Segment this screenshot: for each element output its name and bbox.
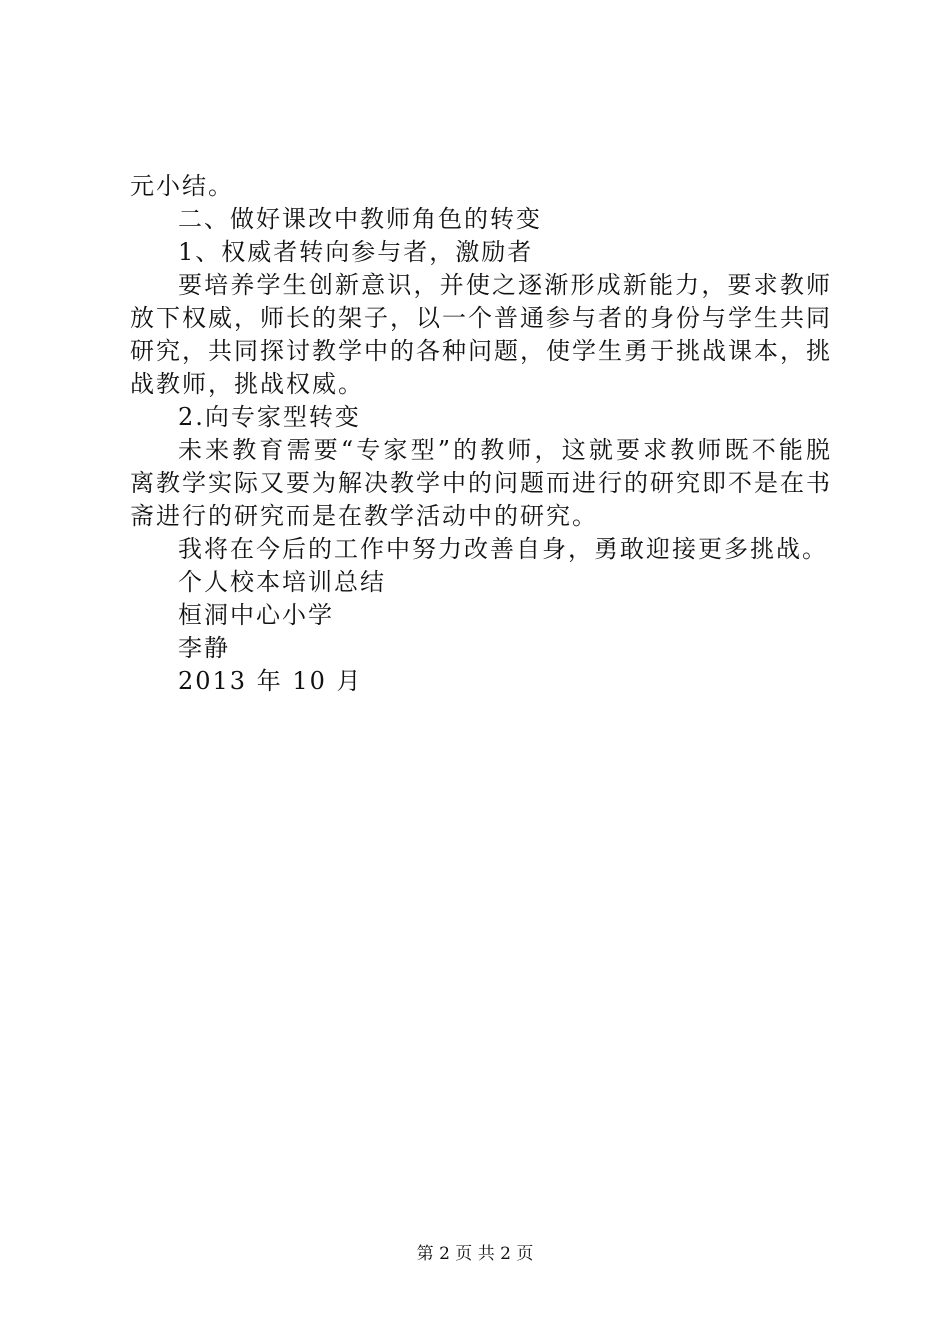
- page-number-footer: 第 2 页 共 2 页: [416, 1244, 534, 1264]
- text-line: 我将在今后的工作中努力改善自身，勇敢迎接更多挑战。: [178, 535, 828, 563]
- subsection-heading: 2.向专家型转变: [178, 403, 361, 431]
- text-line: 未来教育需要“专家型”的教师，这就要求教师既不能脱: [178, 436, 830, 464]
- document-body: [130, 170, 830, 698]
- text-line: 研究，共同探讨教学中的各种问题，使学生勇于挑战课本，挑: [130, 337, 830, 365]
- document-date: 2013 年 10 月: [178, 667, 363, 695]
- document-title-line: 个人校本培训总结: [178, 568, 386, 596]
- section-heading: 二、做好课改中教师角色的转变: [178, 205, 542, 233]
- school-name: 桓洞中心小学: [178, 601, 334, 629]
- text-line: 要培养学生创新意识，并使之逐渐形成新能力，要求教师: [178, 271, 830, 299]
- text-line: 放下权威，师长的架子，以一个普通参与者的身份与学生共同: [130, 304, 830, 332]
- text-line: 离教学实际又要为解决教学中的问题而进行的研究即不是在书: [130, 469, 830, 497]
- author-name: 李静: [178, 634, 230, 662]
- text-line: 斋进行的研究而是在教学活动中的研究。: [130, 502, 598, 530]
- text-line: 战教师，挑战权威。: [130, 370, 364, 398]
- text-line: 元小结。: [130, 172, 234, 200]
- subsection-heading: 1、权威者转向参与者，激励者: [178, 238, 534, 266]
